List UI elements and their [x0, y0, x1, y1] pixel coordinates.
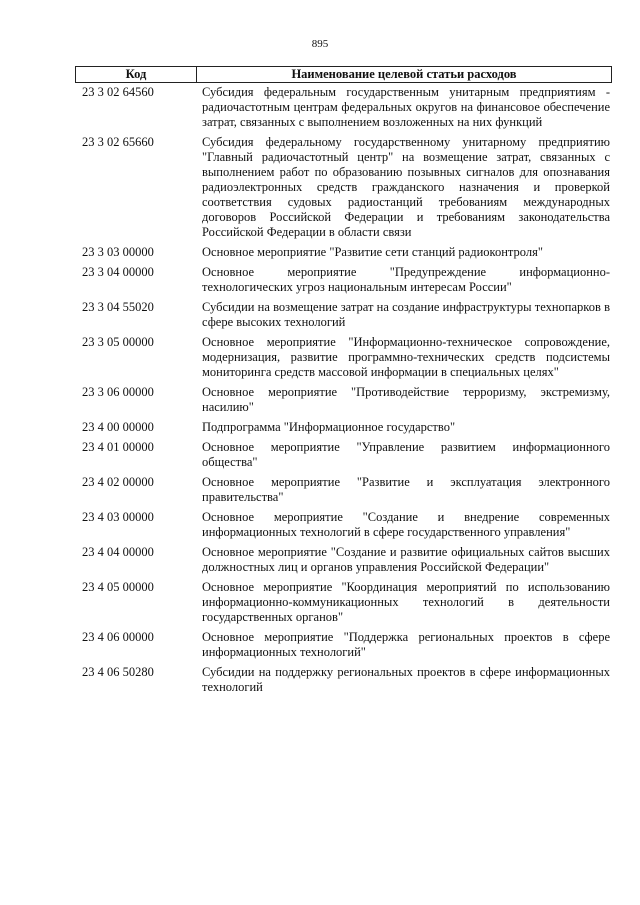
page-number: 895	[311, 38, 329, 50]
header-name: Наименование целевой статьи расходов	[291, 67, 517, 81]
row-name: Основное мероприятие "Создание и развитие официальных сайтов высших должностных лиц и органов управления Российской Федерации"	[202, 545, 610, 574]
row-name: Основное мероприятие "Развитие и эксплуатация электронного правительства"	[202, 475, 610, 504]
row-code: 23 3 03 00000	[82, 245, 154, 259]
row-code: 23 4 02 00000	[82, 475, 154, 489]
table-row	[75, 245, 612, 260]
table-row	[75, 475, 612, 505]
row-name: Основное мероприятие "Управление развитием информационного общества"	[202, 440, 610, 469]
row-code: 23 4 03 00000	[82, 510, 154, 524]
row-name: Основное мероприятие "Создание и внедрение современных информационных технологий в сфере государственного управления"	[202, 510, 610, 539]
table-row	[75, 135, 612, 240]
row-code: 23 4 06 50280	[82, 665, 154, 679]
row-code: 23 3 02 65660	[82, 135, 154, 149]
header-code: Код	[76, 67, 197, 82]
row-code: 23 4 01 00000	[82, 440, 154, 454]
row-code: 23 3 06 00000	[82, 385, 154, 399]
table-row	[75, 385, 612, 415]
row-code: 23 4 05 00000	[82, 580, 154, 594]
row-code: 23 3 04 00000	[82, 265, 154, 279]
row-name: Подпрограмма "Информационное государство"	[202, 420, 456, 434]
row-name: Субсидии на возмещение затрат на создание инфраструктуры технопарков в сфере высоких технологий	[202, 300, 610, 329]
row-name: Субсидия федеральному государственному унитарному предприятию "Главный радиочастотный центр" на возмещение затрат, связанных с выполнением работ по образованию позывных сигналов для опознавания радиоэлектронных средств гражданского назначения и проверкой соответствия судовых радиостанций требованиям международных договоров Российской Федерации и требованиям законодательства Российской Федерации в области связи	[202, 135, 610, 239]
table-row	[75, 440, 612, 470]
table-body	[75, 85, 612, 695]
table-row	[75, 510, 612, 540]
row-code: 23 4 06 00000	[82, 630, 154, 644]
row-code: 23 4 00 00000	[82, 420, 154, 434]
table-row	[75, 630, 612, 660]
row-name: Субсидии на поддержку региональных проектов в сфере информационных технологий	[202, 665, 610, 694]
table-row	[75, 665, 612, 695]
table-row	[75, 85, 612, 130]
row-name: Основное мероприятие "Координация мероприятий по использованию информационно-коммуникационных технологий в деятельности государственных органов"	[202, 580, 610, 624]
table-row	[75, 580, 612, 625]
table-row	[75, 545, 612, 575]
row-code: 23 3 05 00000	[82, 335, 154, 349]
row-name: Основное мероприятие "Противодействие терроризму, экстремизму, насилию"	[202, 385, 610, 414]
budget-table	[75, 66, 612, 695]
row-code: 23 3 02 64560	[82, 85, 154, 99]
row-name: Основное мероприятие "Развитие сети станций радиоконтроля"	[202, 245, 543, 259]
table-row	[75, 420, 612, 435]
row-name: Основное мероприятие "Информационно-техническое сопровождение, модернизация, развитие программно-технических средств подсистемы мониторинга средств массовой информации в специальных целях"	[202, 335, 610, 379]
row-code: 23 3 04 55020	[82, 300, 154, 314]
table-row	[75, 265, 612, 295]
table-header	[75, 66, 612, 83]
row-name: Основное мероприятие "Поддержка региональных проектов в сфере информационных технологий"	[202, 630, 610, 659]
row-name: Субсидия федеральным государственным унитарным предприятиям - радиочастотным центрам федеральных округов на финансовое обеспечение затрат, связанных с выполнением возложенных на них функций	[202, 85, 610, 129]
table-row	[75, 300, 612, 330]
row-name: Основное мероприятие "Предупреждение информационно-технологических угроз национальным интересам России"	[202, 265, 610, 294]
row-code: 23 4 04 00000	[82, 545, 154, 559]
table-row	[75, 335, 612, 380]
